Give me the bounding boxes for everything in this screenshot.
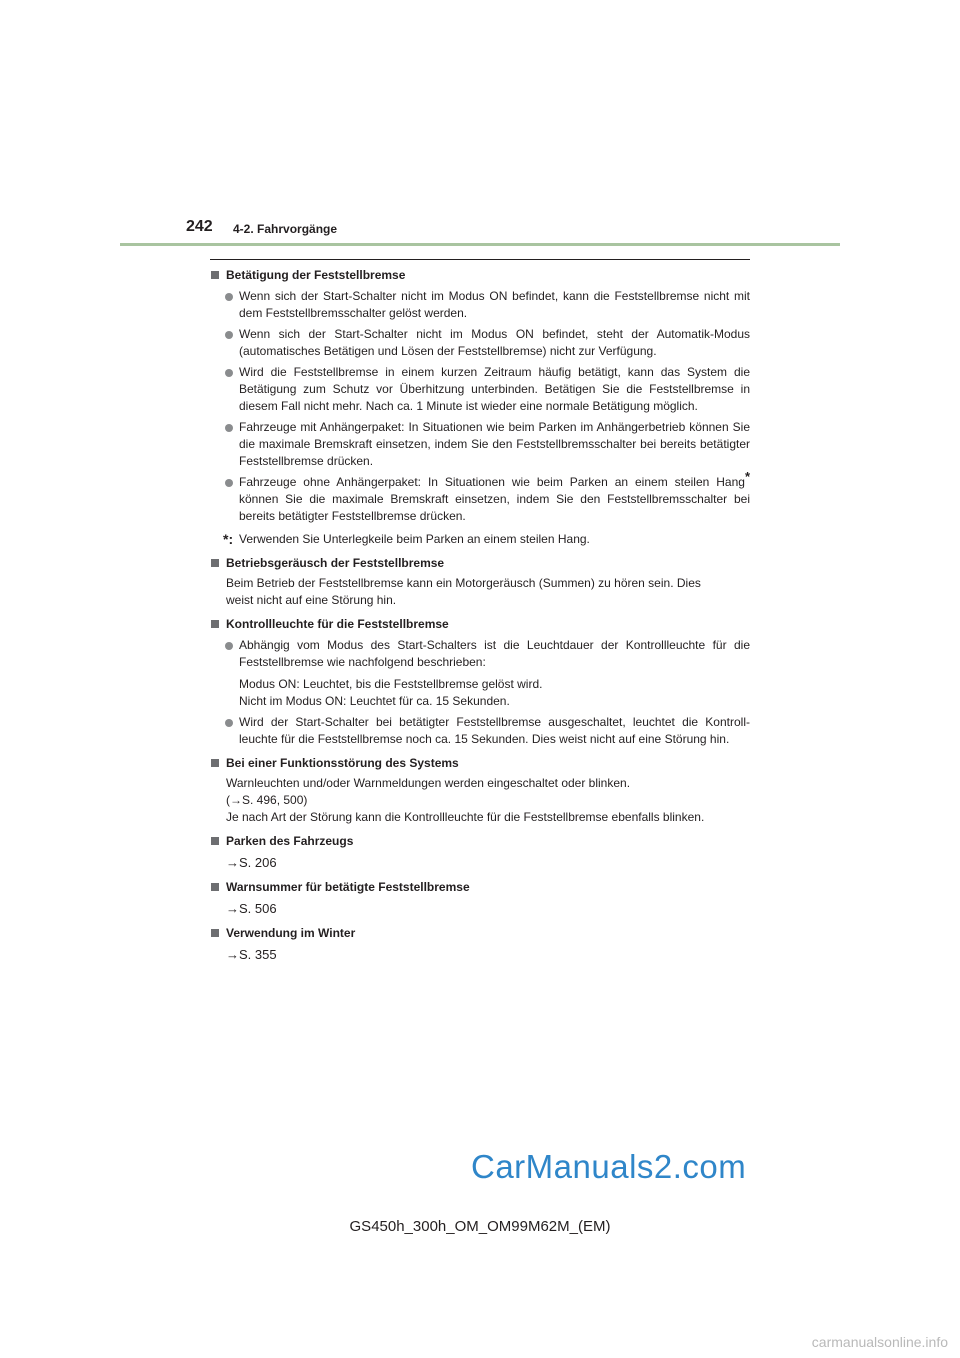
round-bullet-icon (225, 642, 233, 650)
bullet-text: Wird die Feststellbremse in einem kurzen Zeitraum häufig betätigt, kann das System die Betätigung zum Schutz vor Überhitzung unterbinden. Betätigen Sie die Feststellbremse in diesem Fall nicht mehr. Nach ca. 1 Minute ist wieder eine normale Betätigung möglich. (239, 365, 750, 413)
page-reference-link[interactable]: →S. 355 (226, 947, 277, 962)
square-bullet-icon (211, 883, 219, 891)
mode-line: Modus ON: Leuchtet, bis die Feststellbremse gelöst wird. (239, 677, 543, 691)
page-header (0, 0, 960, 250)
bullet-item (210, 637, 750, 671)
heading-text: Betriebsgeräusch der Feststellbremse (226, 556, 445, 570)
heading-parking (210, 833, 750, 850)
heading-operating-noise (210, 555, 750, 572)
paragraph-line: Je nach Art der Störung kann die Kontrollleuchte für die Feststellbremse ebenfalls blinken. (226, 810, 705, 824)
heading-winter-use (210, 925, 750, 942)
bullet-text: Fahrzeuge mit Anhängerpaket: In Situationen wie beim Parken im Anhängerbetrieb können Sie die maximale Bremskraft einsetzen, indem Sie den Feststellbremsschalter bei bereits betätigter Feststellbremse drücken. (239, 420, 750, 468)
paragraph (210, 575, 750, 609)
square-bullet-icon (211, 620, 219, 628)
bullet-item (210, 419, 750, 470)
paragraph (210, 775, 750, 826)
round-bullet-icon (225, 293, 233, 301)
round-bullet-icon (225, 479, 233, 487)
bullet-text: Wird der Start-Schalter bei betätigter Feststellbremse ausgeschaltet, leuchtet die Kontroll-leuchte für die Feststellbremse noch ca. 15 Sekunden. Dies weist nicht auf eine Störung hin. (239, 715, 750, 746)
bullet-text-part2: können Sie die maximale Bremskraft einsetzen, indem Sie den Feststellbremsschalter bei bereits betätigter Feststellbremse drücken. (239, 492, 750, 523)
content (210, 259, 750, 964)
footnote-mark: *: (223, 531, 234, 547)
round-bullet-icon (225, 424, 233, 432)
bullet-item (210, 469, 750, 525)
bullet-item (210, 326, 750, 360)
footnote-text: Verwenden Sie Unterlegkeile beim Parken an einem steilen Hang. (239, 532, 590, 546)
page-reference-link[interactable]: (→S. 496, 500) (226, 793, 308, 807)
header-rule (120, 243, 840, 246)
heading-text: Verwendung im Winter (226, 926, 356, 940)
mode-line: Nicht im Modus ON: Leuchtet für ca. 15 Sekunden. (239, 694, 510, 708)
heading-text: Bei einer Funktionsstörung des Systems (226, 756, 459, 770)
section-title: 4-2. Fahrvorgänge (233, 222, 338, 236)
paragraph-line: weist nicht auf eine Störung hin. (226, 593, 397, 607)
footnote-star: * (744, 469, 750, 484)
heading-text: Warnsummer für betätigte Feststellbremse (226, 880, 470, 894)
paragraph-line: Warnleuchten und/oder Warnmeldungen werden eingeschaltet oder blinken. (226, 776, 631, 790)
heading-warning-buzzer (210, 879, 750, 896)
bullet-text: Abhängig vom Modus des Start-Schalters ist die Leuchtdauer der Kontrollleuchte für die Feststellbremse wie nachfolgend beschrieben: (239, 638, 750, 669)
site-watermark: carmanualsonline.info (811, 1334, 948, 1350)
round-bullet-icon (225, 719, 233, 727)
bullet-text: Wenn sich der Start-Schalter nicht im Modus ON befindet, steht der Automatik-Modus (automatisches Betätigen und Lösen der Feststellbremse) nicht zur Verfügung. (239, 327, 750, 358)
square-bullet-icon (211, 271, 219, 279)
square-bullet-icon (211, 837, 219, 845)
bullet-item (210, 714, 750, 748)
heading-parking-brake-operation (210, 267, 750, 284)
footnote (210, 531, 750, 548)
page-reference-link[interactable]: →S. 506 (226, 901, 277, 916)
manual-code: GS450h_300h_OM_OM99M62M_(EM) (349, 1218, 611, 1235)
bullet-text-part1: Fahrzeuge ohne Anhängerpaket: In Situationen wie beim Parken an einem steilen Hang (239, 475, 745, 489)
mode-lines (210, 676, 750, 710)
watermark-logo (471, 1148, 751, 1200)
page-number: 242 (186, 218, 213, 235)
heading-indicator-light (210, 616, 750, 633)
square-bullet-icon (211, 759, 219, 767)
round-bullet-icon (225, 331, 233, 339)
round-bullet-icon (225, 369, 233, 377)
heading-text: Kontrollleuchte für die Feststellbremse (226, 617, 449, 631)
watermark-text: CarManuals2.com (471, 1148, 747, 1185)
bullet-item (210, 288, 750, 322)
paragraph-line: Beim Betrieb der Feststellbremse kann ein Motorgeräusch (Summen) zu hören sein. Dies (226, 576, 701, 590)
heading-system-malfunction (210, 755, 750, 772)
page-reference-link[interactable]: →S. 206 (226, 855, 277, 870)
heading-text: Parken des Fahrzeugs (226, 834, 354, 848)
bullet-item (210, 364, 750, 415)
bullet-text: Wenn sich der Start-Schalter nicht im Modus ON befindet, kann die Feststellbremse nicht mit dem Feststellbremsschalter gelöst werden. (239, 289, 750, 320)
square-bullet-icon (211, 559, 219, 567)
heading-text: Betätigung der Feststellbremse (226, 268, 406, 282)
top-rule (210, 259, 750, 260)
square-bullet-icon (211, 929, 219, 937)
